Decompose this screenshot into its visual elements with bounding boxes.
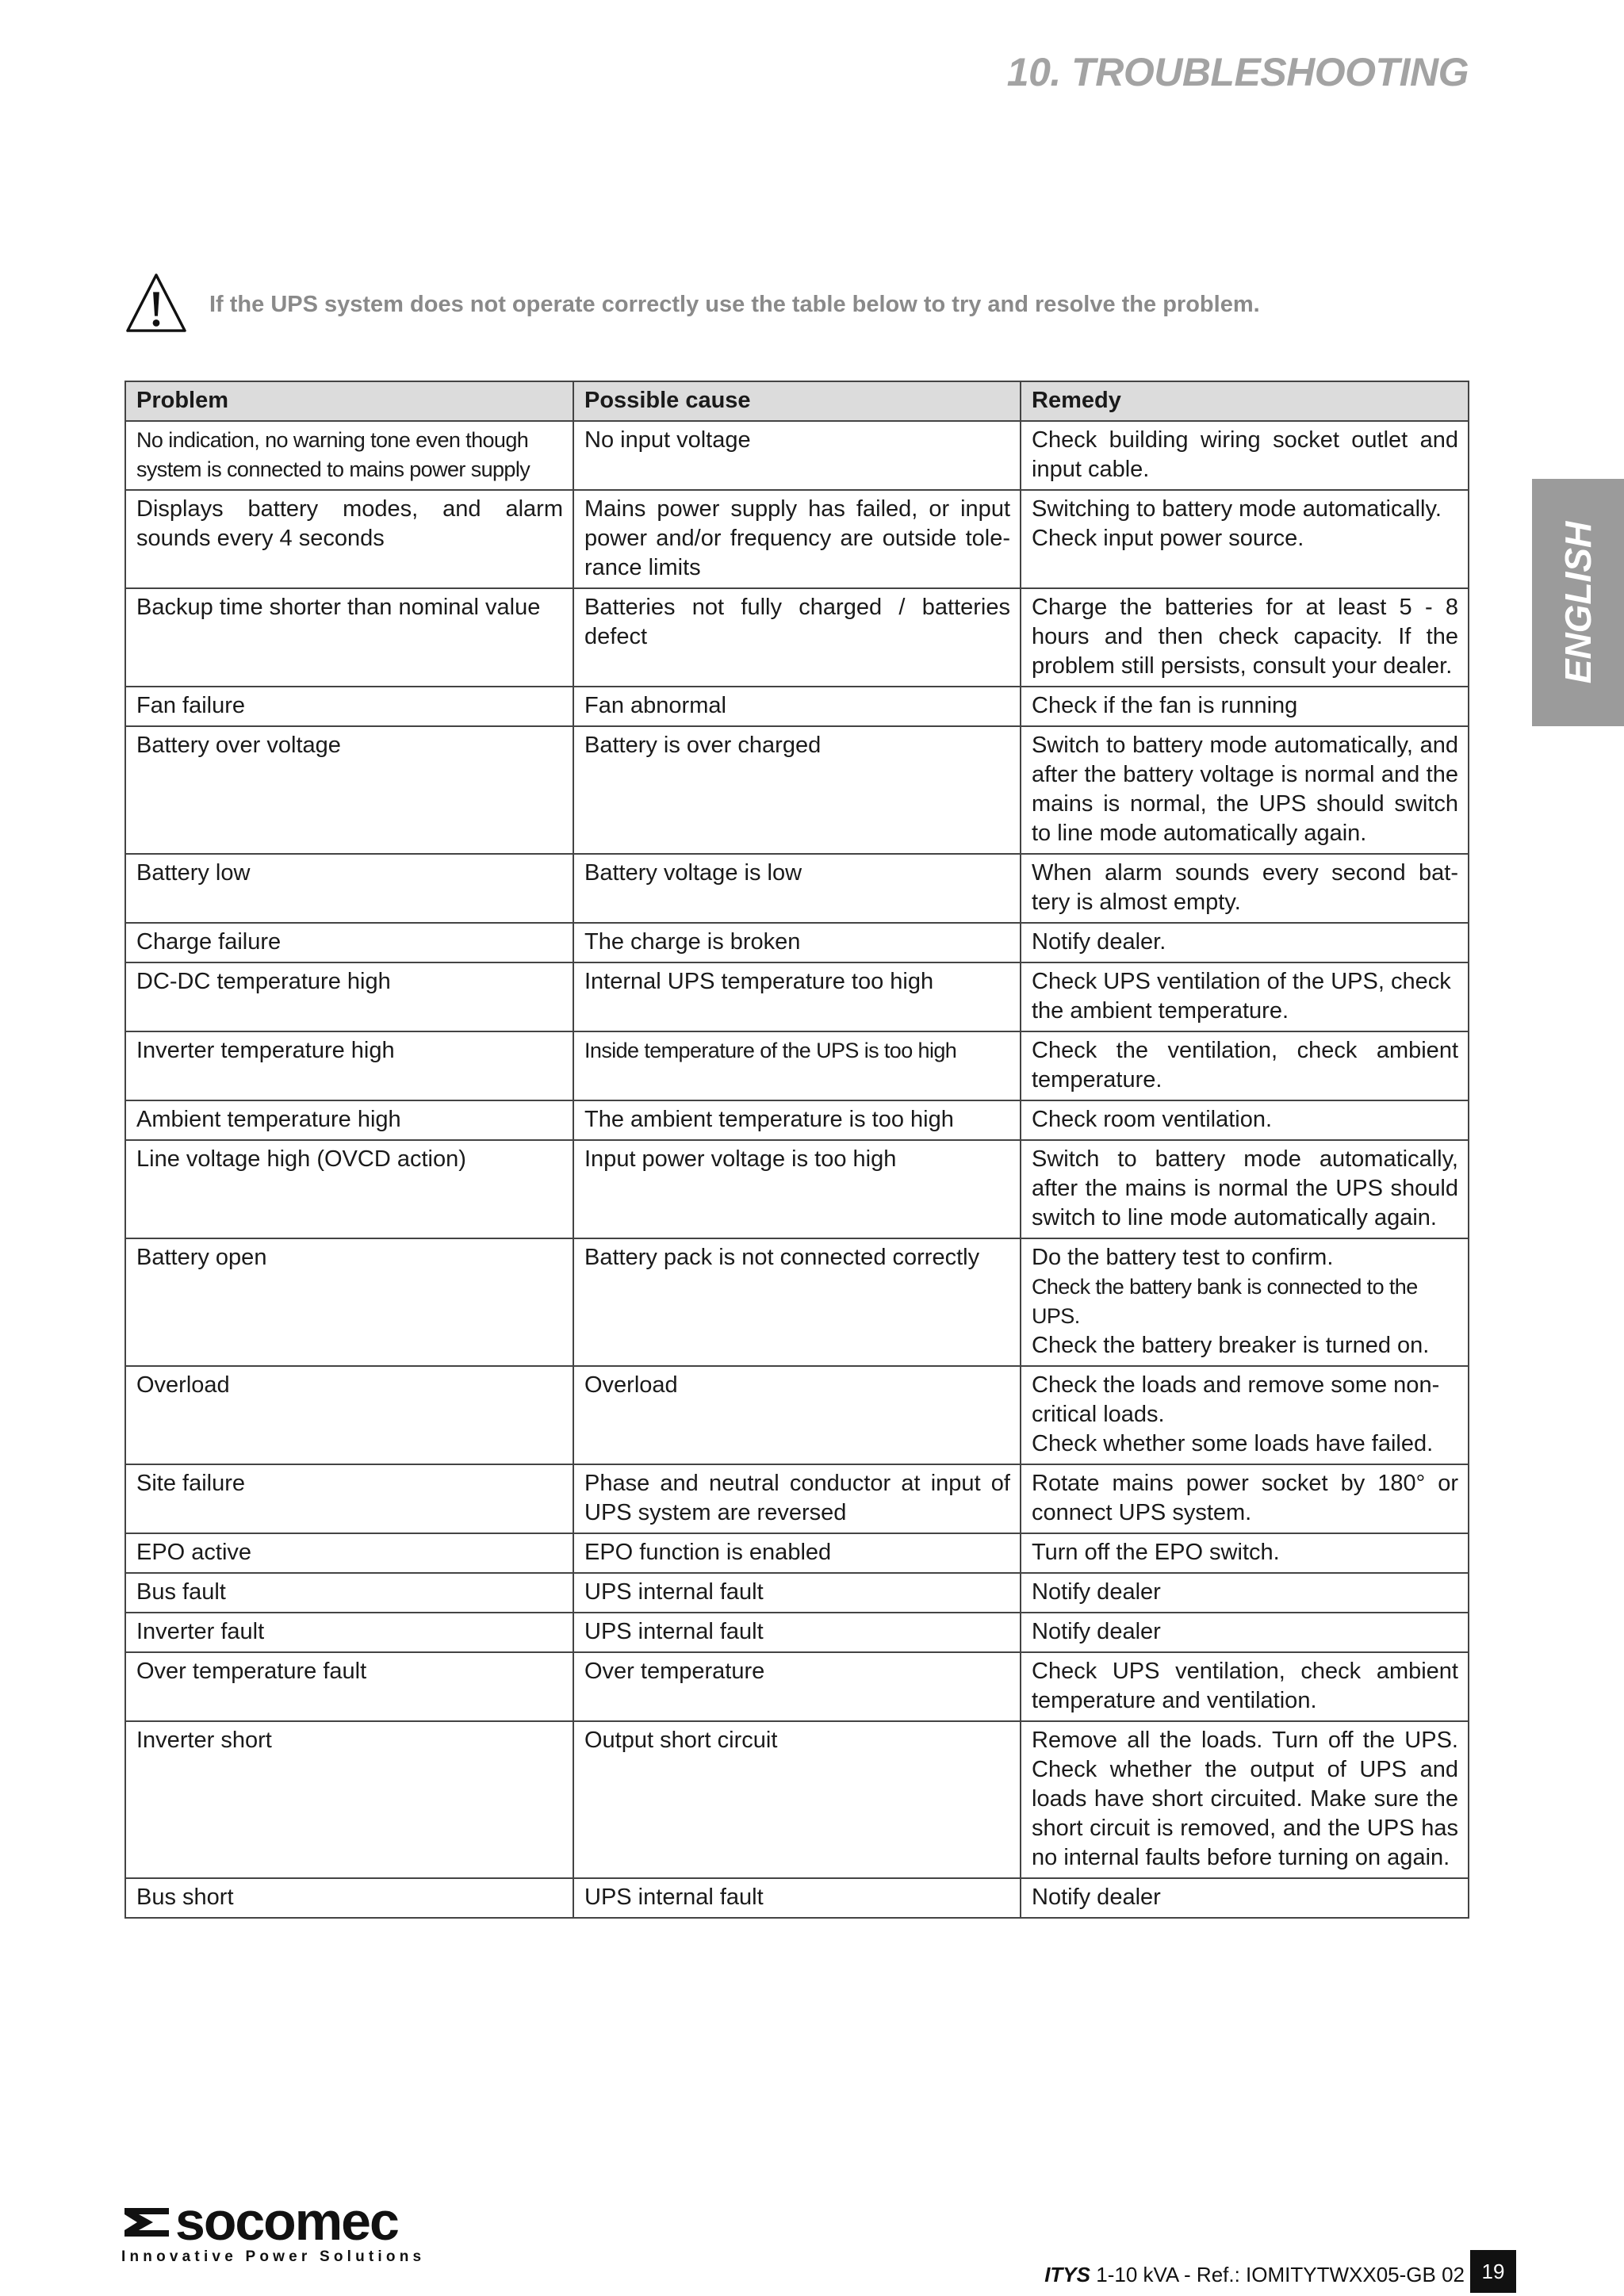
problem-cell: Backup time shorter than nominal value bbox=[125, 588, 573, 687]
problem-cell: Inverter temperature high bbox=[125, 1031, 573, 1100]
remedy-line: Check the battery bank is connected to the UPS. bbox=[1032, 1275, 1418, 1328]
cause-cell: EPO function is enabled bbox=[573, 1533, 1021, 1573]
table-row bbox=[125, 1878, 1469, 1918]
cause-cell: The ambient temperature is too high bbox=[573, 1100, 1021, 1140]
cause-cell: Input power voltage is too high bbox=[573, 1140, 1021, 1238]
page-number: 19 bbox=[1470, 2250, 1516, 2293]
table-row bbox=[125, 490, 1469, 588]
cause-cell: Output short circuit bbox=[573, 1721, 1021, 1878]
problem-cell: Overload bbox=[125, 1366, 573, 1464]
remedy-line: Check the battery breaker is turned on. bbox=[1032, 1333, 1430, 1358]
document-reference bbox=[1044, 2263, 1465, 2287]
section-title: 10. TROUBLESHOOTING bbox=[1006, 50, 1469, 94]
cause-cell: Battery pack is not connected correctly bbox=[573, 1238, 1021, 1366]
column-header-cause: Possible cause bbox=[573, 381, 1021, 421]
table-row bbox=[125, 1140, 1469, 1238]
cause-cell: Inside temperature of the UPS is too high bbox=[573, 1031, 1021, 1100]
remedy-cell: Check UPS ventilation of the UPS, check the ambient temperature. bbox=[1021, 962, 1469, 1031]
cause-cell: The charge is broken bbox=[573, 923, 1021, 962]
table-header-row bbox=[125, 381, 1469, 421]
table-row bbox=[125, 1573, 1469, 1613]
remedy-cell: Switching to battery mode automatically. Check input power source. bbox=[1021, 490, 1469, 588]
logo-text: socomec bbox=[175, 2191, 398, 2252]
language-tab-label: ENGLISH bbox=[1557, 521, 1599, 684]
remedy-cell: Notify dealer bbox=[1021, 1573, 1469, 1613]
problem-cell: Site failure bbox=[125, 1464, 573, 1533]
cause-cell: Mains power supply has failed, or input power and/or frequency are outside tole-rance limits bbox=[573, 490, 1021, 588]
socomec-logo[interactable] bbox=[121, 2191, 426, 2266]
problem-cell: Charge failure bbox=[125, 923, 573, 962]
remedy-line: Check whether some loads have failed. bbox=[1032, 1431, 1434, 1456]
remedy-cell: Check the ventilation, check ambient temperature. bbox=[1021, 1031, 1469, 1100]
problem-cell: Line voltage high (OVCD action) bbox=[125, 1140, 573, 1238]
table-row bbox=[125, 1464, 1469, 1533]
table-row bbox=[125, 726, 1469, 854]
reference-text: 1-10 kVA - Ref.: IOMITYTWXX05-GB 02 bbox=[1096, 2263, 1465, 2286]
table-row bbox=[125, 1533, 1469, 1573]
cause-cell: UPS internal fault bbox=[573, 1573, 1021, 1613]
remedy-cell: Charge the batteries for at least 5 - 8 hours and then check capacity. If the problem still persists, consult your dealer. bbox=[1021, 588, 1469, 687]
product-name: ITYS bbox=[1044, 2263, 1090, 2286]
logo-mark-icon bbox=[121, 2196, 175, 2247]
problem-cell: Inverter short bbox=[125, 1721, 573, 1878]
problem-cell: Displays battery modes, and alarm sounds every 4 seconds bbox=[125, 490, 573, 588]
cause-cell: Batteries not fully charged / batteries defect bbox=[573, 588, 1021, 687]
table-row bbox=[125, 1721, 1469, 1878]
remedy-cell: Turn off the EPO switch. bbox=[1021, 1533, 1469, 1573]
remedy-cell bbox=[1021, 1366, 1469, 1464]
logo-tagline: Innovative Power Solutions bbox=[121, 2248, 426, 2265]
table-row bbox=[125, 1238, 1469, 1366]
problem-cell: EPO active bbox=[125, 1533, 573, 1573]
cause-cell: Phase and neutral conductor at input of UPS system are reversed bbox=[573, 1464, 1021, 1533]
problem-cell: No indication, no warning tone even though system is connected to mains power supply bbox=[125, 421, 573, 490]
remedy-cell: Check room ventilation. bbox=[1021, 1100, 1469, 1140]
cause-cell: Over temperature bbox=[573, 1652, 1021, 1721]
problem-cell: Bus short bbox=[125, 1878, 573, 1918]
remedy-cell: Remove all the loads. Turn off the UPS. Check whether the output of UPS and loads have short circuited. Make sure the short circuit is removed, and the UPS has no internal faults before turning on again. bbox=[1021, 1721, 1469, 1878]
table-row bbox=[125, 588, 1469, 687]
cause-cell: Battery is over charged bbox=[573, 726, 1021, 854]
problem-cell: Bus fault bbox=[125, 1573, 573, 1613]
table-row bbox=[125, 1366, 1469, 1464]
problem-cell: Ambient temperature high bbox=[125, 1100, 573, 1140]
cause-cell: No input voltage bbox=[573, 421, 1021, 490]
problem-cell: Battery over voltage bbox=[125, 726, 573, 854]
table-row bbox=[125, 687, 1469, 726]
remedy-cell: Check building wiring socket outlet and input cable. bbox=[1021, 421, 1469, 490]
remedy-cell: Switch to battery mode automatically, and after the battery voltage is normal and the mains is normal, the UPS should switch to line mode automatically again. bbox=[1021, 726, 1469, 854]
table-row bbox=[125, 1031, 1469, 1100]
cause-cell: Internal UPS temperature too high bbox=[573, 962, 1021, 1031]
remedy-cell: Check UPS ventilation, check ambient temperature and ventilation. bbox=[1021, 1652, 1469, 1721]
problem-cell: Inverter fault bbox=[125, 1613, 573, 1652]
table-row bbox=[125, 962, 1469, 1031]
cause-cell: Overload bbox=[573, 1366, 1021, 1464]
warning-text: If the UPS system does not operate correctly use the table below to try and resolve the problem. bbox=[209, 291, 1260, 317]
problem-cell: Battery low bbox=[125, 854, 573, 923]
troubleshooting-table bbox=[124, 381, 1469, 1919]
remedy-cell: Switch to battery mode automatically, after the mains is normal the UPS should switch to line mode automatically again. bbox=[1021, 1140, 1469, 1238]
remedy-cell: Notify dealer bbox=[1021, 1878, 1469, 1918]
problem-cell: DC-DC temperature high bbox=[125, 962, 573, 1031]
warning-notice bbox=[125, 273, 1260, 336]
table-row bbox=[125, 1100, 1469, 1140]
logo-wordmark bbox=[121, 2191, 425, 2252]
remedy-cell: Notify dealer. bbox=[1021, 923, 1469, 962]
remedy-cell bbox=[1021, 1238, 1469, 1366]
cause-cell: Fan abnormal bbox=[573, 687, 1021, 726]
problem-cell: Over temperature fault bbox=[125, 1652, 573, 1721]
remedy-cell: Rotate mains power socket by 180° or connect UPS system. bbox=[1021, 1464, 1469, 1533]
language-tab[interactable] bbox=[1532, 479, 1624, 726]
table-row bbox=[125, 421, 1469, 490]
table-row bbox=[125, 1613, 1469, 1652]
remedy-line: Check the loads and remove some non-critical loads. bbox=[1032, 1372, 1440, 1427]
cause-cell: UPS internal fault bbox=[573, 1613, 1021, 1652]
problem-cell: Fan failure bbox=[125, 687, 573, 726]
cause-cell: UPS internal fault bbox=[573, 1878, 1021, 1918]
column-header-problem: Problem bbox=[125, 381, 573, 421]
table-row bbox=[125, 854, 1469, 923]
warning-triangle-icon bbox=[125, 272, 187, 338]
remedy-line: Do the battery test to confirm. bbox=[1032, 1245, 1334, 1270]
table-row bbox=[125, 1652, 1469, 1721]
table-row bbox=[125, 923, 1469, 962]
problem-cell: Battery open bbox=[125, 1238, 573, 1366]
remedy-cell: Check if the fan is running bbox=[1021, 687, 1469, 726]
column-header-remedy: Remedy bbox=[1021, 381, 1469, 421]
remedy-cell: When alarm sounds every second bat-tery is almost empty. bbox=[1021, 854, 1469, 923]
cause-cell: Battery voltage is low bbox=[573, 854, 1021, 923]
remedy-cell: Notify dealer bbox=[1021, 1613, 1469, 1652]
